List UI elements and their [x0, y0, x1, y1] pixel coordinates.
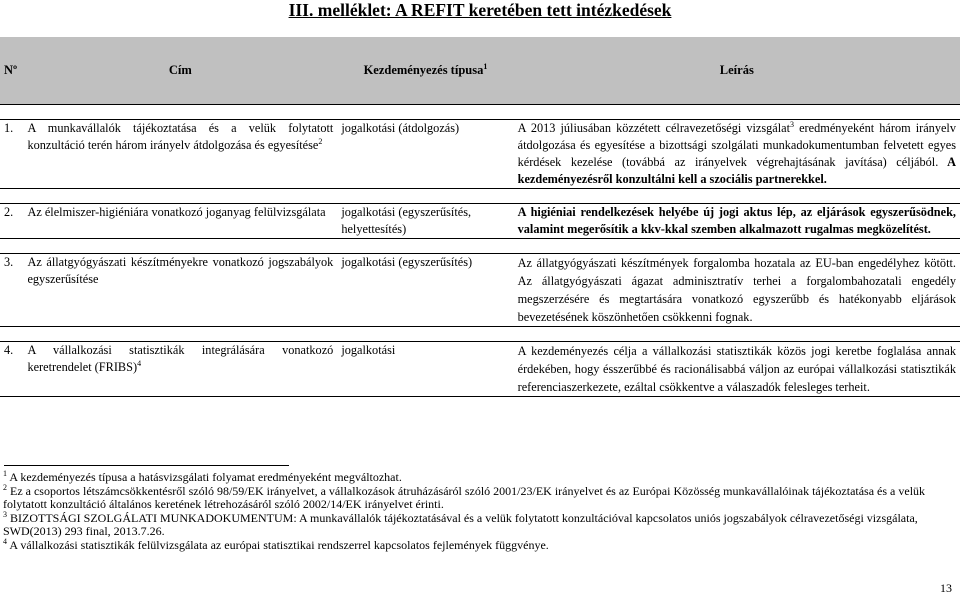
row-number: 4.: [4, 343, 14, 357]
row-type: jogalkotási (átdolgozás): [341, 121, 460, 135]
row-description: A kezdeményezés célja a vállalkozási statisztikák közös jogi keretbe foglalása annak érdekében, hogy ésszerűbbé és racionálisabbá váljon az európai vállalkozási statisztikák referenciaszerkezete, ezáltal csökkentve a válaszadók felesleges terheit.: [517, 344, 956, 394]
row-description: A 2013 júliusában közzétett célravezetőségi vizsgálat$^3$ eredményeként három irányelv átdolgozása és egyesítése a bizottsági szolgálati munkadokumentumban felvetett egyes kérdések kezelése (továbbá az irányelvek végrehajtásának javítása) céljából. A kezdeményezésről konzultálni kell a szociális partnerekkel.: [517, 119, 957, 186]
table-header-row: [0, 37, 960, 105]
page-title: III. melléklet: A REFIT keretében tett intézkedések: [288, 0, 672, 20]
table-row: [0, 204, 960, 239]
measures-table: [0, 37, 960, 411]
table-row: [0, 342, 960, 397]
row-description: Az állatgyógyászati készítmények forgalomba hozatala az EU-ban engedélyhez kötött. Az állatgyógyászati ágazat adminisztratív terhei a forgalombahozatali engedély megszerzésére és megtartására vonatkozó egyszerűbb és hatékonyabb eljárások bevezetésének köszönhetően csökkenni fognak.: [517, 256, 956, 324]
row-type: jogalkotási (egyszerűsítés, helyettesítés): [341, 205, 472, 236]
footnote-2: $^2$ Ez a csoportos létszámcsökkentésről szóló 98/59/EK irányelvet, a vállalkozások átruházásáról szóló 2001/23/EK irányelvet és az Európai Közösség munkavállalóinak tájékoztatása és a velük folytatott konzultáció általános keretének létrehozásáról szóló 2002/14/EK irányelvet érinti.: [3, 482, 926, 511]
row-title: A vállalkozási statisztikák integrálására vonatkozó keretrendelet (FRIBS)$^4$: [27, 343, 334, 374]
header-no: Nº: [0, 37, 23, 105]
table-row: [0, 254, 960, 327]
page-number: 13: [940, 581, 952, 595]
footnote-3: $^3$ BIZOTTSÁGI SZOLGÁLATI MUNKADOKUMENTUM: A munkavállalók tájékoztatásával és a velük folytatott konzultációval kapcsolatos uniós jogszabályok célravezetőségi vizsgálata, SWD(2013) 293 final, 2013.7.26.: [3, 509, 918, 538]
footnotes: [3, 471, 958, 552]
header-kezdemenyezes: Kezdeményezés típusa$^1$: [337, 37, 513, 105]
row-description: A higiéniai rendelkezések helyébe új jogi aktus lép, az eljárások egyszerűsödnek, valamint megerősítik a kkv-kkal szemben alkalmazott rugalmas megközelítést.: [517, 205, 956, 236]
row-type: jogalkotási (egyszerűsítés): [341, 255, 473, 269]
footnote-4: $^4$ A vállalkozási statisztikák felülvizsgálata az európai statisztikai rendszerrel kapcsolatos fejlemények függvénye.: [3, 536, 549, 552]
table-row: [0, 120, 960, 189]
row-number: 3.: [4, 255, 14, 269]
footnote-1: $^1$ A kezdeményezés típusa a hatásvizsgálati folyamat eredményeként megváltozhat.: [3, 469, 402, 484]
row-title: Az állatgyógyászati készítményekre vonatkozó jogszabályok egyszerűsítése: [27, 255, 334, 286]
row-title: A munkavállalók tájékoztatása és a velük folytatott konzultáció terén három irányelv átdolgozása és egyesítése$^2$: [27, 121, 334, 152]
header-cim: Cím: [23, 37, 337, 105]
row-number: 2.: [4, 205, 14, 219]
header-leiras: Leírás: [514, 37, 960, 105]
row-type: jogalkotási: [341, 343, 396, 357]
row-title: Az élelmiszer-higiéniára vonatkozó joganyag felülvizsgálata: [27, 205, 326, 219]
row-number: 1.: [4, 121, 14, 135]
footnote-separator: [4, 465, 289, 466]
